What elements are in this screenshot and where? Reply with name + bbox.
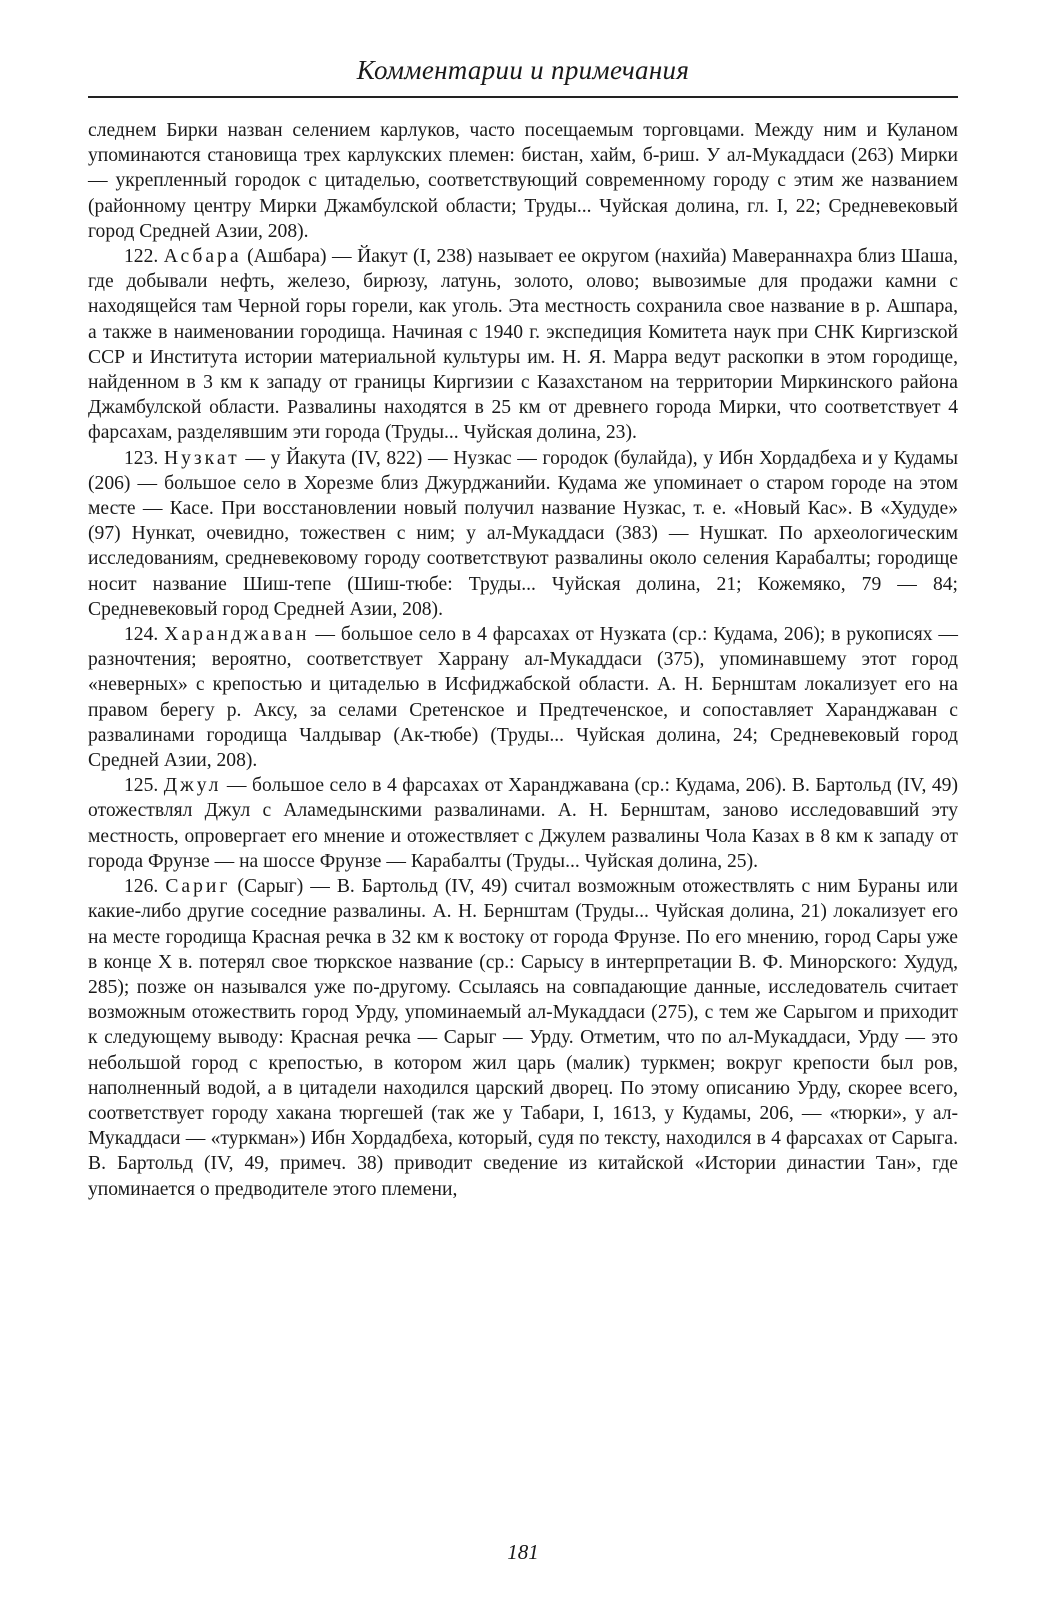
note-headword: Джул [163, 775, 222, 797]
body-text [88, 118, 958, 1202]
note-124 [88, 622, 958, 773]
note-number: 122. [124, 246, 159, 268]
running-header: Комментарии и примечания [356, 55, 690, 85]
paragraph-text: следнем Бирки назван селением карлуков, часто посещаемым торговцами. Между ним и Куланом упоминаются становища трех карлукских племен: бистан, хайм, б-риш. У ал-Мукаддаси (263) Мирки — укрепленный городок с цитаделью, соответствующий современному городу с этим же названием (районному центру Мирки Джамбулской области; Труды... Чуйская долина, гл. I, 22; Средневековый город Средней Азии, 208). [88, 120, 958, 242]
page-number: 181 [507, 1540, 539, 1564]
note-headword: Сариг [165, 876, 231, 898]
note-text: — большое село в 4 фарсахах от Харанджавана (ср.: Кудама, 206). В. Бартольд (IV, 49) отожествлял Джул с Аламедынскими развалинами. А. Н. Бернштам, заново исследовавший эту местность, опровергает его мнение и отожествляет с Джулем развалины Чола Казах в 8 км к западу от города Фрунзе — на шоссе Фрунзе — Карабалты (Труды... Чуйская долина, 25). [88, 775, 959, 872]
note-headword: Харанджаван [164, 624, 310, 646]
note-text: — у Йакута (IV, 822) — Нузкас — городок (булайда), у Ибн Хордадбеха и у Кудамы (206) — большое село в Хорезме близ Джурджанийи. Кудама же упоминает о старом городе на этом месте — Касе. При восстановлении новый получил название Нузкас, т. е. «Новый Кас». В «Худуде» (97) Нункат, очевидно, тожествен с ним; у ал-Мукаддаси (383) — Нушкат. По археологическим исследованиям, средневековому городу соответствуют развалины около селения Карабалты; городище носит название Шиш-тепе (Шиш-тюбе: Труды... Чуйская долина, 21; Кожемяко, 79 — 84; Средневековый город Средней Азии, 208). [88, 447, 958, 620]
note-125 [88, 773, 958, 874]
header-rule [88, 96, 958, 98]
note-headword: Нузкат [163, 447, 240, 469]
note-number: 124. [124, 624, 159, 646]
note-headword: Асбара [163, 246, 242, 268]
note-text: (Сарыг) — В. Бартольд (IV, 49) считал возможным отожествлять с ним Бураны или какие-либо другие соседние развалины. А. Н. Бернштам (Труды... Чуйская долина, 21) локализует его на месте городища Красная речка в 32 км к востоку от города Фрунзе. По его мнению, город Сары уже в конце X в. потерял свое тюркское название (ср.: Сарысу в интерпретации В. Ф. Минорского: Худуд, 285); позже он назывался уже по-другому. Ссылаясь на совпадающие данные, исследователь считает возможным отожествить город Урду, упоминаемый ал-Мукаддаси (275), с тем же Сарыгом и приходит к следующему выводу: Красная речка — Сарыг — Урду. Отметим, что по ал-Мукаддаси, Урду — это небольшой город с крепостью, в котором жил царь (малик) туркмен; вокруг крепости был ров, наполненный водой, а в цитадели находился царский дворец. По этому описанию Урду, скорее всего, соответствует городу хакана тюргешей (так же у Табари, I, 1613, у Кудамы, 206, — «тюрки», у ал-Мукаддаси — «туркман») Ибн Хордадбеха, который, судя по тексту, находился в 4 фарсахах от Сарыга. В. Бартольд (IV, 49, примеч. 38) приводит сведение из китайской «Истории династии Тан», где упоминается о предводителе этого племени, [88, 876, 958, 1200]
note-number: 126. [124, 876, 159, 898]
note-126 [88, 874, 958, 1202]
note-number: 125. [124, 775, 159, 797]
note-text: — большое село в 4 фарсахах от Нузката (ср.: Кудама, 206); в рукописях — разночтения; вероятно, соответствует Харрану ал-Мукаддаси (375), упоминавшему этот город «неверных» с крепостью и цитаделью в Исфиджабской области. А. Н. Бернштам локализует его на правом берегу р. Аксу, за селами Сретенское и Предтеченское, и сопоставляет Харанджаван с развалинами городища Чалдывар (Ак-тюбе) (Труды... Чуйская долина, 24; Средневековый город Средней Азии, 208). [88, 624, 958, 772]
note-123 [88, 446, 958, 622]
note-122 [88, 244, 958, 446]
note-number: 123. [124, 447, 159, 469]
note-text: (Ашбара) — Йакут (I, 238) называет ее округом (нахийа) Мавераннахра близ Шаша, где добывали нефть, железо, бирюзу, латунь, золото, олово; вывозимые для продажи камни с находящейся там Черной горы горели, как уголь. Эта местность сохранила свое название в р. Ашпара, а также в наименовании городища. Начиная с 1940 г. экспедиция Комитета наук при СНК Киргизской ССР и Института истории материальной культуры им. Н. Я. Марра ведут раскопки в этом городище, найденном в 3 км к западу от границы Киргизии с Казахстаном на территории Миркинского района Джамбулской области. Развалины находятся в 25 км от древнего города Мирки, что соответствует 4 фарсахам, разделявшим эти города (Труды... Чуйская долина, 23). [88, 246, 958, 444]
paragraph-continuation [88, 118, 958, 244]
